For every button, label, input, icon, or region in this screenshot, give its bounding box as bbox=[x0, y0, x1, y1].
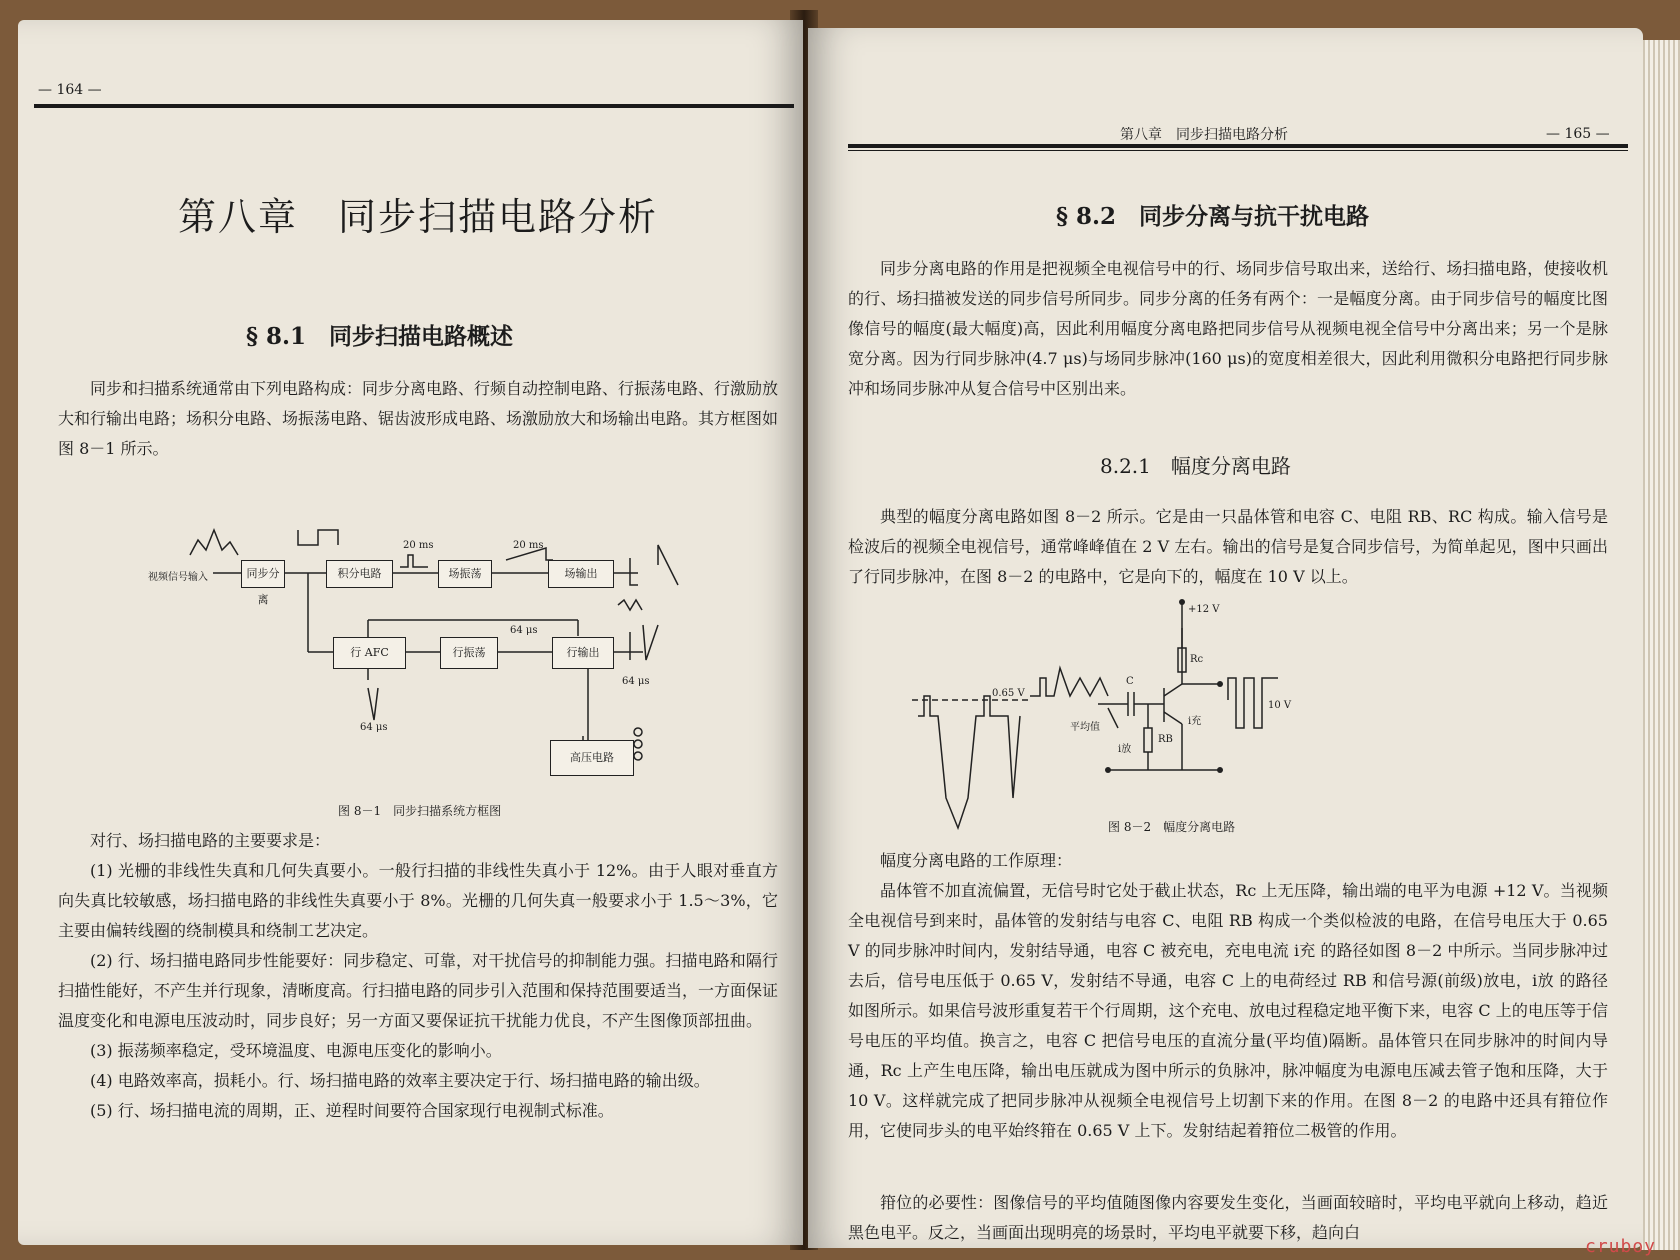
block-line-output: 行输出 bbox=[552, 637, 614, 669]
block-integrator: 积分电路 bbox=[326, 560, 393, 588]
figure-8-1 bbox=[18, 20, 803, 840]
amplitude-separator-schematic bbox=[808, 28, 1643, 848]
requirement-item: (1) 光栅的非线性失真和几何失真要小。一般行扫描的非线性失真小于 12%。由于人眼对垂直方向失真比较敏感，场扫描电路的非线性失真要小于 8%。光栅的几何失真一般要求小于 1.5～3%，它主要由偏转线圈的绕制模具和绕制工艺决定。 bbox=[58, 861, 778, 940]
figure-8-2-caption: 图 8－2 幅度分离电路 bbox=[1108, 820, 1236, 834]
requirement-item: (2) 行、场扫描电路同步性能要好：同步稳定、可靠，对干扰信号的抑制能力强。扫描电路和隔行扫描性能好，不产生并行现象，清晰度高。行扫描电路的同步引入范围和保持范围要适当，一方面保证温度变化和电源电压波动时，同步良好；另一方面又要保证抗干扰能力优良，不产生图像顶部扭曲。 bbox=[58, 951, 779, 1030]
sync-intro-paragraph: 同步分离电路的作用是把视频全电视信号中的行、场同步信号取出来，送给行、场扫描电路，使接收机的行、场扫描被发送的同步信号所同步。同步分离的任务有两个：一是幅度分离。由于同步信号的幅度比图像信号的幅度(最大幅度)高，因此利用幅度分离电路把同步信号从视频电视全信号中分离出来；另一个是脉宽分离。因为行同步脉冲(4.7 μs)与场同步脉冲(160 μs)的宽度相差很大，因此利用微积分电路把行同步脉冲和场同步脉冲从复合信号中区别出来。 bbox=[848, 259, 1608, 398]
intro-paragraph: 同步和扫描系统通常由下列电路构成：同步分离电路、行频自动控制电路、行振荡电路、行激励放大和行输出电路；场积分电路、场振荡电路、锯齿波形成电路、场激励放大和场输出电路。其方框图如图 8－1 所示。 bbox=[58, 379, 779, 458]
principle-paragraph: 晶体管不加直流偏置，无信号时它处于截止状态，Rc 上无压降，输出端的电平为电源 +12 V。当视频全电视信号到来时，晶体管的发射结与电容 C、电阻 RB 构成一个类似检波的电路，在信号电压大于 0.65 V 的同步脉冲时间内，发射结导通，电容 C 被充电，充电电流 i充 的路径如图 8－2 中所示。当同步脉冲过去后，信号电压低于 0.65 V，发射结不导通，电容 C 上的电荷经过 RB 和信号源(前级)放电，i放 的路径如图所示。如果信号波形重复若干个行周期，这个充电、放电过程稳定地平衡下来，电容 C 上的电压等于信号电压的平均值。换言之，电容 C 把信号电压的直流分量(平均值)隔断。晶体管只在同步脉冲的时间内导通，Rc 上产生电压降，输出电压就成为图中所示的负脉冲，脉冲幅度为电源电压减去管子饱和压降，大于 10 V。这样就完成了把同步脉冲从视频全电视信号上切割下来的作用。在图 8－2 的电路中还具有箝位作用，它使同步头的电平始终箝在 0.65 V 上下。发射结起着箝位二极管的作用。 bbox=[848, 881, 1608, 1140]
block-sync-separator: 同步分离 bbox=[241, 560, 285, 588]
block-line-afc: 行 AFC bbox=[333, 637, 406, 669]
block-high-voltage: 高压电路 bbox=[550, 740, 634, 776]
subsection-8-2-1-title: 8.2.1 幅度分离电路 bbox=[1100, 454, 1291, 478]
requirements-intro: 对行、场扫描电路的主要要求是： bbox=[90, 831, 331, 850]
typical-circuit-paragraph: 典型的幅度分离电路如图 8－2 所示。它是由一只晶体管和电容 C、电阻 RB、RC 构成。输入信号是检波后的视频全电视信号，通常峰峰值在 2 V 左右。输出的信号是复合同步信号，为简单起见，图中只画出了行同步脉冲，在图 8－2 的电路中，它是向下的，幅度在 10 V 以上。 bbox=[848, 507, 1608, 586]
video-input-label: 视频信号输入 bbox=[148, 572, 208, 583]
block-field-output: 场输出 bbox=[548, 560, 614, 588]
label-10v: 10 V bbox=[1268, 700, 1292, 711]
requirement-item: (3) 振荡频率稳定，受环境温度、电源电压变化的影响小。 bbox=[90, 1041, 502, 1060]
requirement-item: (5) 行、场扫描电流的周期，正、逆程时间要符合国家现行电视制式标准。 bbox=[90, 1101, 614, 1120]
right-page bbox=[808, 28, 1643, 1248]
label-64us-b: 64 μs bbox=[622, 676, 650, 687]
block-diagram-wires bbox=[18, 20, 803, 840]
requirement-item: (4) 电路效率高，损耗小。行、场扫描电路的效率主要决定于行、场扫描电路的输出级。 bbox=[90, 1071, 710, 1090]
label-vcc: +12 V bbox=[1188, 604, 1220, 615]
principle-heading: 幅度分离电路的工作原理： bbox=[880, 851, 1073, 870]
label-capacitor: C bbox=[1126, 676, 1134, 687]
label-64us-a: 64 μs bbox=[510, 625, 538, 636]
block-field-oscillator: 场振荡 bbox=[438, 560, 492, 588]
label-rc: Rc bbox=[1190, 654, 1204, 665]
label-rb: RB bbox=[1158, 734, 1173, 745]
chapter-title: 第八章 同步扫描电路分析 bbox=[178, 195, 659, 239]
label-20ms-a: 20 ms bbox=[403, 540, 434, 551]
label-i-discharge: i放 bbox=[1118, 744, 1132, 755]
left-page-number: — 164 — bbox=[38, 82, 102, 98]
section-8-2-title: § 8.2 同步分离与抗干扰电路 bbox=[1056, 203, 1370, 230]
label-average: 平均值 bbox=[1070, 722, 1100, 733]
label-64us-c: 64 μs bbox=[360, 722, 388, 733]
label-i-charge: i充 bbox=[1188, 716, 1202, 727]
left-page bbox=[18, 20, 803, 1245]
clamp-paragraph: 箝位的必要性：图像信号的平均值随图像内容要发生变化，当画面较暗时，平均电平就向上移动，趋近黑色电平。反之，当画面出现明亮的场景时，平均电平就要下移，趋向白 bbox=[848, 1193, 1608, 1242]
figure-8-1-caption: 图 8－1 同步扫描系统方框图 bbox=[338, 804, 502, 818]
label-065v: 0.65 V bbox=[992, 688, 1025, 699]
block-line-oscillator: 行振荡 bbox=[440, 637, 498, 669]
section-8-1-title: § 8.1 同步扫描电路概述 bbox=[246, 323, 514, 350]
running-header: 第八章 同步扫描电路分析 bbox=[1120, 127, 1288, 143]
page-stack-edge bbox=[1640, 40, 1680, 1250]
requirements-list bbox=[58, 856, 778, 1126]
figure-8-2 bbox=[808, 28, 1643, 848]
watermark: cruboy bbox=[1585, 1236, 1657, 1257]
right-page-number: — 165 — bbox=[1546, 126, 1610, 142]
label-20ms-b: 20 ms bbox=[513, 540, 544, 551]
